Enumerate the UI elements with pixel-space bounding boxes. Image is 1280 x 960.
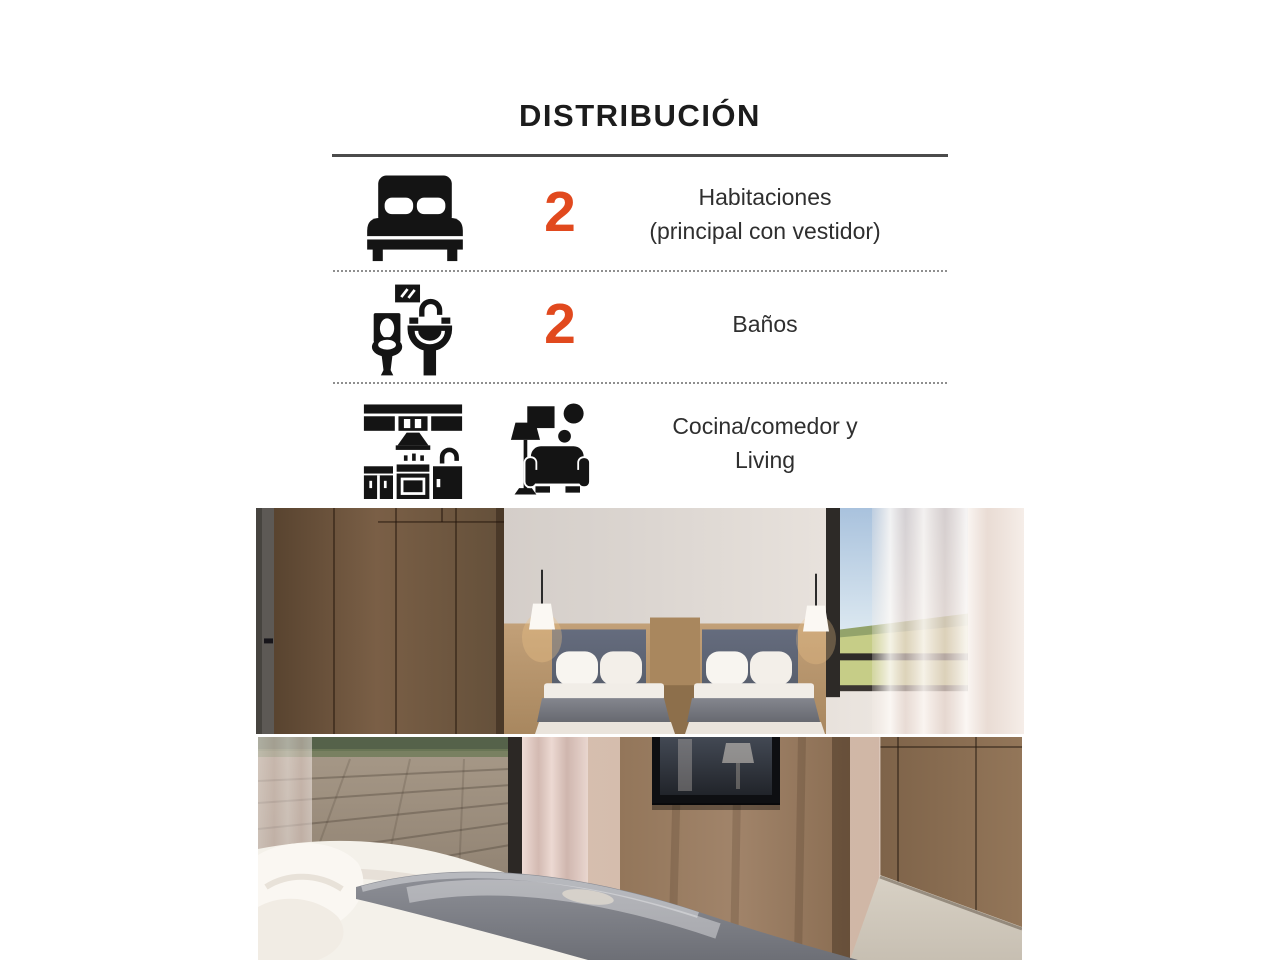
habitaciones-label — [590, 160, 940, 268]
cocina-living-label — [590, 388, 940, 498]
cocina-living-label-line1: Cocina/comedor y — [672, 413, 858, 439]
kitchen-icon — [356, 399, 470, 499]
bathroom-icon — [360, 281, 464, 379]
title-underline — [332, 154, 948, 157]
habitaciones-label-line2: (principal con vestidor) — [649, 218, 881, 244]
habitaciones-label-line1: Habitaciones — [698, 184, 832, 210]
living-icon — [482, 399, 598, 499]
photo-twin-bedroom — [256, 508, 1024, 734]
bed-icon — [356, 170, 474, 262]
page-title: DISTRIBUCIÓN — [519, 98, 761, 133]
banos-label — [590, 272, 940, 380]
divider-dotted-2 — [333, 382, 947, 384]
habitaciones-count: 2 — [544, 180, 576, 244]
banos-label-line1: Baños — [732, 311, 798, 337]
banos-count: 2 — [544, 292, 576, 356]
cocina-living-label-line2: Living — [734, 447, 796, 473]
photo-master-bedroom — [258, 737, 1022, 960]
